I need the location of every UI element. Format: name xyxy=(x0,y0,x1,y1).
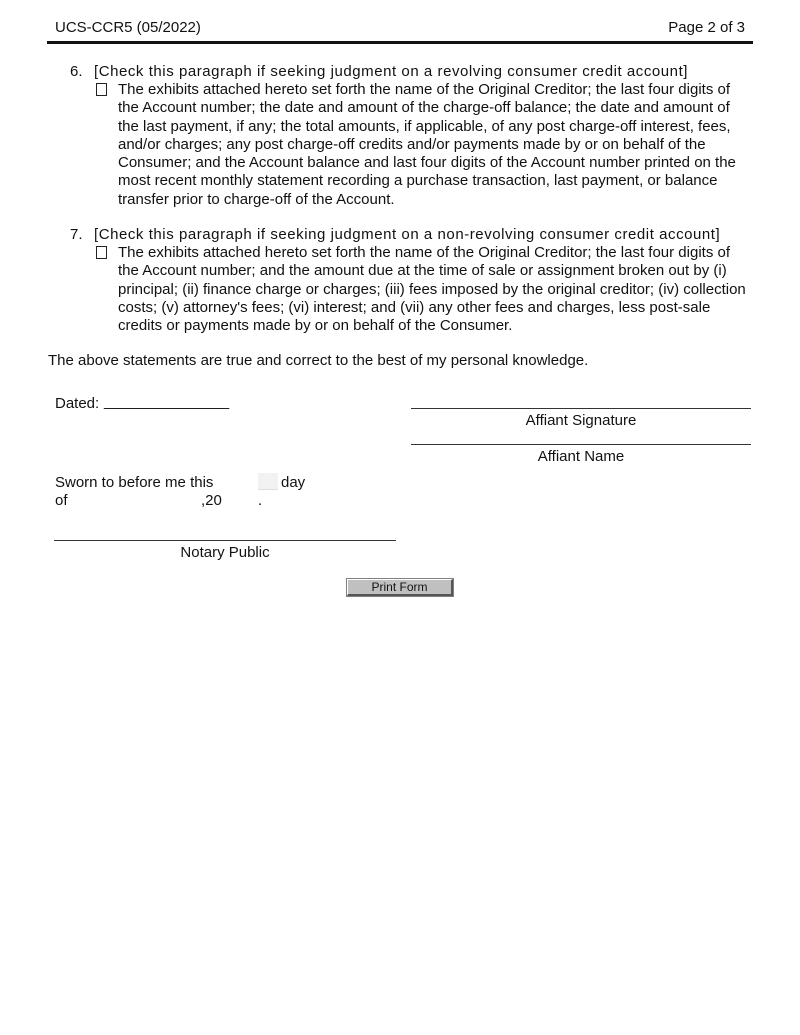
form-id: UCS-CCR5 (05/2022) xyxy=(55,19,201,36)
notary-signature-line[interactable] xyxy=(54,540,396,541)
affiant-name-label: Affiant Name xyxy=(537,448,625,465)
page-number: Page 2 of 3 xyxy=(668,19,745,36)
dated-field[interactable]: _______________ xyxy=(104,393,230,410)
paragraph-6-checkbox[interactable] xyxy=(96,83,107,96)
dated-label: Dated: xyxy=(55,395,100,412)
sworn-month-field[interactable] xyxy=(70,491,200,508)
affiant-signature-label: Affiant Signature xyxy=(525,412,637,429)
sworn-year-field[interactable] xyxy=(227,491,257,508)
paragraph-7-number: 7. xyxy=(70,226,83,243)
print-form-button[interactable]: Print Form xyxy=(347,579,453,596)
affiant-name-line[interactable] xyxy=(411,444,751,445)
paragraph-7-body: The exhibits attached hereto set forth the name of the Original Creditor; the last four digits of the Account number; and the amount due at the time of sale or assignment broken out by (i) principal; (ii) finance charge or charges; (iii) fees imposed by the original creditor; (iv) collection costs; (v) attorney's fees; (vi) interest; and (vii) any other fees and charges, less post-sale credits or payments made by or on behalf of the Consumer. xyxy=(118,244,746,335)
affiant-signature-line[interactable] xyxy=(411,408,751,409)
paragraph-7-instruction: [Check this paragraph if seeking judgment on a non-revolving consumer credit account] xyxy=(94,226,721,243)
paragraph-6-instruction: [Check this paragraph if seeking judgment on a revolving consumer credit account] xyxy=(94,63,689,80)
paragraph-7-checkbox[interactable] xyxy=(96,246,107,259)
sworn-day-label: day xyxy=(281,474,306,491)
sworn-of-label: of xyxy=(55,492,68,509)
notary-public-label: Notary Public xyxy=(180,544,270,561)
header-divider xyxy=(47,41,753,44)
sworn-day-field[interactable] xyxy=(258,473,278,490)
sworn-prefix: Sworn to before me this xyxy=(55,474,214,491)
paragraph-6-number: 6. xyxy=(70,63,83,80)
truth-statement: The above statements are true and correct to the best of my personal knowledge. xyxy=(48,352,589,369)
sworn-period: . xyxy=(258,492,263,509)
sworn-year-prefix: ,20 xyxy=(201,492,222,509)
paragraph-6-body: The exhibits attached hereto set forth the name of the Original Creditor; the last four digits of the Account number; the date and amount of the charge-off balance; the date and amount of the last payment, if any; the total amounts, if applicable, of any post charge-off interest, fees, and/or charges; any post charge-off credits and/or payments made by or on behalf of the Consumer; and the Account balance and last four digits of the Account number printed on the most recent monthly statement recording a purchase transaction, last payment, or balance transfer prior to charge-off of the Account. xyxy=(118,81,736,208)
